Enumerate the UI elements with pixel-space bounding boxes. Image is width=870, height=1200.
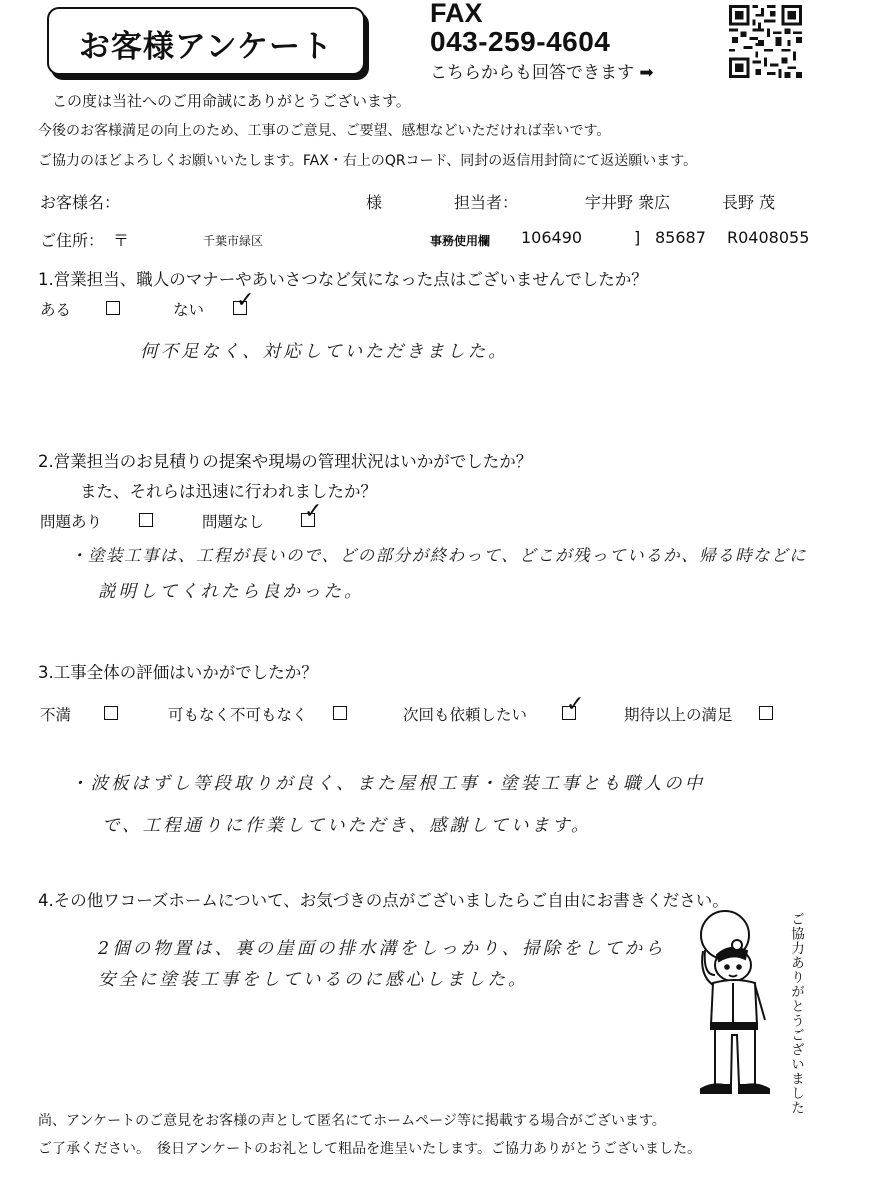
q2-question-1: 2.営業担当のお見積りの提案や現場の管理状況はいかがでしたか？ bbox=[38, 452, 533, 471]
q2-answer-2: 説明してくれたら良かった。 bbox=[98, 582, 365, 602]
q1-option-2-label: ない bbox=[173, 301, 205, 319]
q3-check-mark: ✓ bbox=[566, 692, 585, 717]
fax-note: こちらからも回答できます ➡ bbox=[430, 63, 654, 83]
office-use-label: 事務使用欄 bbox=[430, 234, 491, 248]
footer-line-2: ご了承ください。 後日アンケートのお礼として粗品を進呈いたします。ご協力ありがとうございました。 bbox=[38, 1141, 702, 1157]
survey-title: お客様アンケート bbox=[78, 29, 334, 65]
q3-option-4-label: 期待以上の満足 bbox=[624, 706, 733, 724]
q1-question: 1.営業担当、職人のマナーやあいさつなど気になった点はございませんでしたか？ bbox=[38, 270, 648, 289]
q3-option-2-label: 可もなく不可もなく bbox=[168, 706, 308, 724]
q4-answer-2: 安全に塗装工事をしているのに感心しました。 bbox=[98, 970, 529, 990]
mascot-illustration bbox=[685, 905, 781, 1105]
q3-option-3-label: 次回も依頼したい bbox=[403, 706, 528, 724]
q2-question-2: また、それらは迅速に行われましたか？ bbox=[80, 482, 377, 501]
q4-answer-1: 2個の物置は、裏の崖面の排水溝をしっかり、掃除をしてから bbox=[98, 939, 666, 959]
q1-option-1-checkbox[interactable] bbox=[106, 301, 120, 315]
staff-label: 担当者： bbox=[454, 193, 519, 212]
postal-mark: 〒 bbox=[113, 231, 130, 250]
q3-option-2-checkbox[interactable] bbox=[333, 706, 347, 720]
q2-answer-1: ・塗装工事は、工程が長いので、どの部分が終わって、どこが残っているか、帰る時などに bbox=[70, 546, 808, 565]
q2-option-2-label: 問題なし bbox=[202, 513, 265, 531]
q2-option-1-label: 問題あり bbox=[40, 513, 103, 531]
title-box bbox=[47, 7, 365, 75]
fax-number: 043-259-4604 bbox=[430, 26, 611, 57]
q3-option-1-checkbox[interactable] bbox=[104, 706, 118, 720]
q1-answer: 何不足なく、対応していただきました。 bbox=[140, 342, 509, 362]
qr-code-icon[interactable] bbox=[729, 5, 802, 78]
q3-answer-2: で、工程通りに作業していただき、感謝しています。 bbox=[102, 816, 592, 836]
fax-label: FAX bbox=[430, 0, 483, 28]
address-label: ご住所： bbox=[40, 231, 105, 250]
q2-option-1-checkbox[interactable] bbox=[139, 513, 153, 527]
q3-question: 3.工事全体の評価はいかがでしたか？ bbox=[38, 663, 318, 682]
address-value: 千葉市緑区 bbox=[203, 234, 264, 248]
customer-name-label: お客様名： bbox=[40, 193, 121, 212]
office-code-2: 85687 bbox=[655, 228, 706, 247]
intro-line-1: この度は当社へのご用命誠にありがとうございます。 bbox=[52, 92, 411, 110]
q3-answer-1: ・波板はずし等段取りが良く、また屋根工事・塗装工事とも職人の中 bbox=[70, 774, 706, 794]
office-code-3: R0408055 bbox=[727, 228, 810, 247]
staff-name-1: 宇井野 衆広 bbox=[585, 193, 671, 212]
side-thanks: ご協力ありがとうございました bbox=[788, 912, 804, 1115]
office-code-1: 106490 bbox=[521, 228, 583, 247]
q4-question: 4.その他ワコーズホームについて、お気づきの点がございましたらご自由にお書きください。 bbox=[38, 891, 729, 910]
intro-line-2: 今後のお客様満足の向上のため、工事のご意見、ご要望、感想などいただければ幸いです。 bbox=[38, 123, 611, 139]
office-bracket: ] bbox=[634, 228, 641, 247]
honorific: 様 bbox=[366, 193, 383, 212]
q3-option-4-checkbox[interactable] bbox=[759, 706, 773, 720]
q1-option-1-label: ある bbox=[40, 301, 72, 319]
intro-line-3: ご協力のほどよろしくお願いいたします。FAX・右上のQRコード、同封の返信用封筒にて返送願います。 bbox=[38, 153, 698, 169]
footer-line-1: 尚、アンケートのご意見をお客様の声として匿名にてホームページ等に掲載する場合がございます。 bbox=[38, 1113, 666, 1129]
q1-check-mark: ✓ bbox=[236, 288, 255, 313]
q2-check-mark: ✓ bbox=[304, 499, 323, 524]
staff-name-2: 長野 茂 bbox=[722, 193, 776, 212]
q3-option-1-label: 不満 bbox=[40, 706, 72, 724]
